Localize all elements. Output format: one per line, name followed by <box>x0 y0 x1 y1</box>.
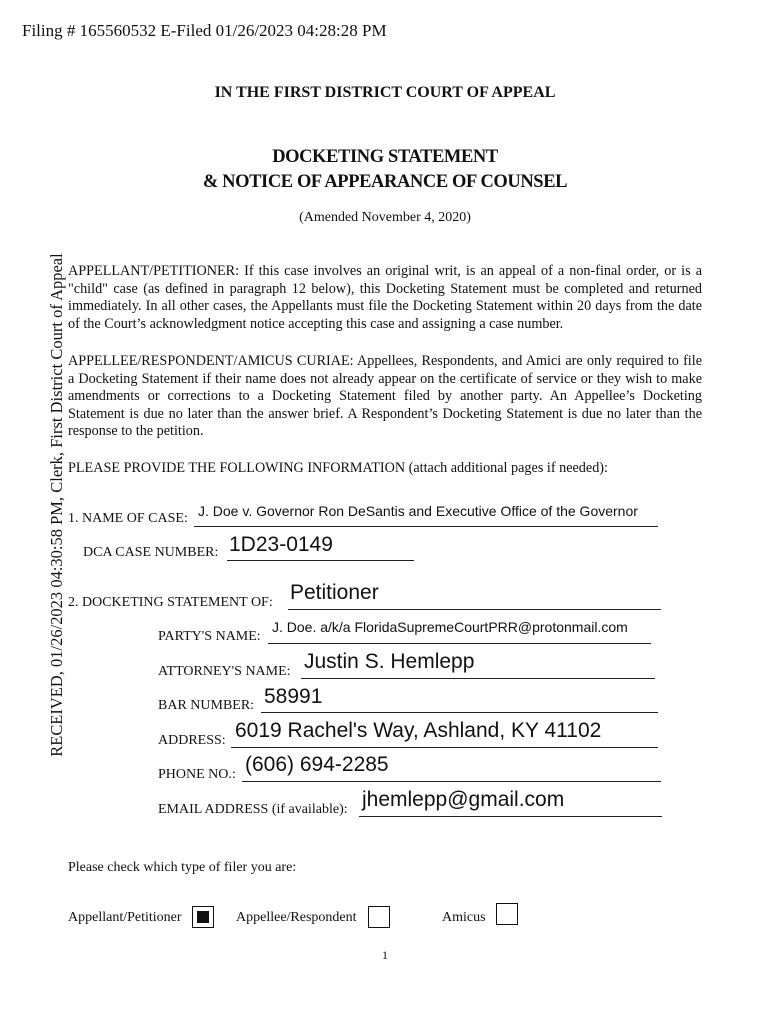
case-name-field[interactable]: J. Doe v. Governor Ron DeSantis and Executive Office of the Governor <box>198 503 638 519</box>
filer-option-appellee-checkbox[interactable] <box>368 906 390 928</box>
filer-option-appellant-label: Appellant/Petitioner <box>68 910 182 925</box>
dca-number-line <box>227 560 414 561</box>
amended-date: (Amended November 4, 2020) <box>299 210 471 225</box>
email-line <box>359 816 662 817</box>
appellant-paragraph: APPELLANT/PETITIONER: If this case involves an original writ, is an appeal of a non-final order, or is a "child" case (as defined in paragraph 12 below), this Docketing Statement must be completed and returned immediately. In all other cases, the Appellants must file the Docketing Statement within 20 days from the date of the Court’s acknowledgment notice accepting this case and assigning a case number. <box>68 263 702 332</box>
email-label: EMAIL ADDRESS (if available): <box>158 802 348 817</box>
filer-option-amicus-label: Amicus <box>442 910 486 925</box>
document-title-line-1: DOCKETING STATEMENT <box>272 147 498 167</box>
bar-number-field[interactable]: 58991 <box>264 685 323 708</box>
address-line <box>231 747 658 748</box>
document-title-line-2: & NOTICE OF APPEARANCE OF COUNSEL <box>202 172 568 192</box>
address-label: ADDRESS: <box>158 733 226 748</box>
filer-option-appellee-label: Appellee/Respondent <box>236 910 357 925</box>
docketing-of-field[interactable]: Petitioner <box>290 581 379 604</box>
party-name-field[interactable]: J. Doe. a/k/a FloridaSupremeCourtPRR@protonmail.com <box>272 619 628 635</box>
filer-option-appellant-checkbox[interactable] <box>192 906 214 928</box>
email-field[interactable]: jhemlepp@gmail.com <box>362 788 565 811</box>
received-stamp: RECEIVED, 01/26/2023 04:30:58 PM, Clerk, First District Court of Appeal <box>47 253 66 757</box>
dca-number-label: DCA CASE NUMBER: <box>83 545 219 560</box>
party-name-label: PARTY'S NAME: <box>158 629 261 644</box>
court-title: IN THE FIRST DISTRICT COURT OF APPEAL <box>214 84 556 101</box>
attorney-name-label: ATTORNEY'S NAME: <box>158 664 291 679</box>
filing-header: Filing # 165560532 E-Filed 01/26/2023 04:28:28 PM <box>22 21 387 40</box>
case-name-line <box>194 526 658 527</box>
party-name-line <box>268 643 651 644</box>
phone-line <box>242 781 661 782</box>
phone-field[interactable]: (606) 694-2285 <box>245 753 389 776</box>
filer-type-prompt: Please check which type of filer you are: <box>68 860 297 875</box>
phone-label: PHONE NO.: <box>158 767 236 782</box>
address-field[interactable]: 6019 Rachel's Way, Ashland, KY 41102 <box>235 719 602 742</box>
page-number: 1 <box>382 948 388 962</box>
case-name-label: 1. NAME OF CASE: <box>68 511 188 526</box>
attorney-name-field[interactable]: Justin S. Hemlepp <box>304 650 475 673</box>
docketing-of-line <box>288 609 661 610</box>
instructions: PLEASE PROVIDE THE FOLLOWING INFORMATION (attach additional pages if needed): <box>68 460 608 476</box>
filer-option-amicus-checkbox[interactable] <box>496 903 518 925</box>
bar-number-line <box>261 712 658 713</box>
bar-number-label: BAR NUMBER: <box>158 698 255 713</box>
attorney-name-line <box>301 678 655 679</box>
docketing-of-label: 2. DOCKETING STATEMENT OF: <box>68 595 273 610</box>
dca-number-field[interactable]: 1D23-0149 <box>229 533 333 556</box>
appellee-paragraph: APPELLEE/RESPONDENT/AMICUS CURIAE: Appellees, Respondents, and Amici are only required to file a Docketing Statement if their name does not already appear on the certificate of service or they wish to make amendments or corrections to a Docketing Statement filed by another party. An Appellee’s Docketing Statement is due no later than the answer brief. A Respondent’s Docketing Statement is due no later than the response to the petition. <box>68 353 702 439</box>
